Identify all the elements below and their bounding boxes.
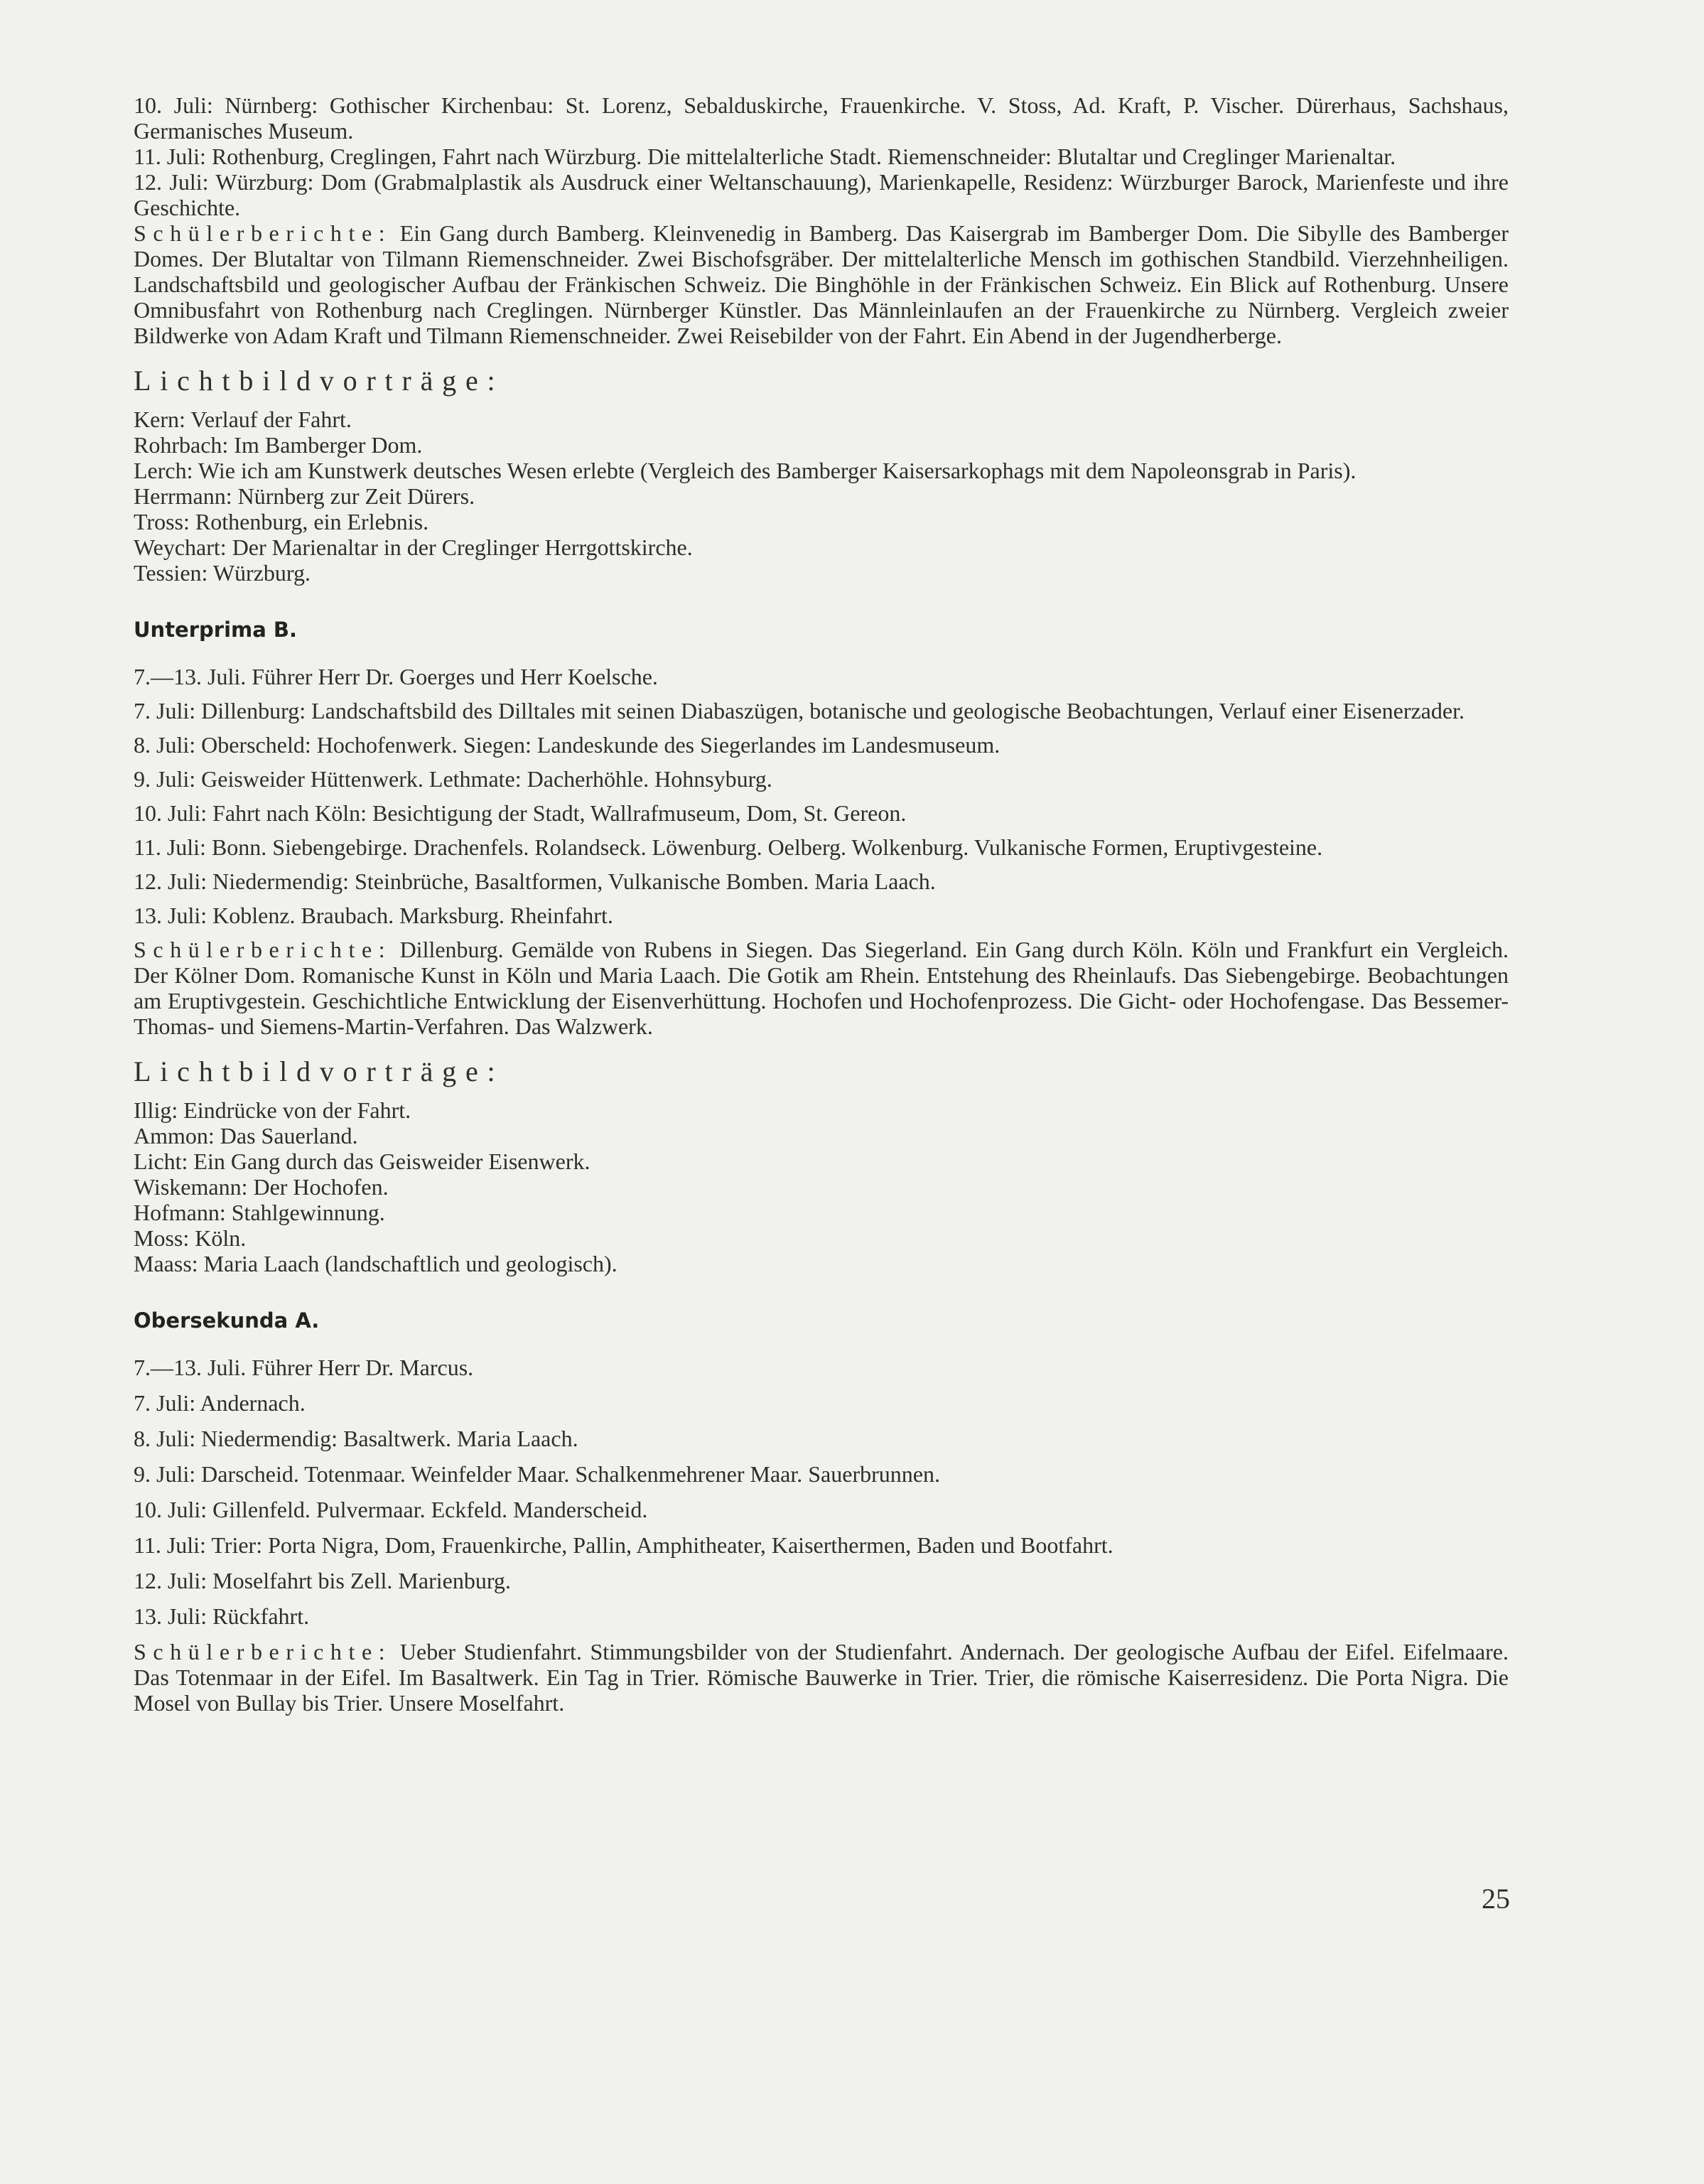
section-heading: Obersekunda A.: [134, 1308, 320, 1333]
student-reports-text: Ein Gang durch Bamberg. Kleinvenedig in Bamberg. Das Kaisergrab im Bamberger Dom. Die Sibylle des Bamberger Domes. Der Blutaltar von Tilmann Riemenschneider. Zwei Bischofsgräber. Der mittelalterliche Mensch im gothischen Standbild. Vierzehnheiligen. Landschaftsbild und geologischer Aufbau der Fränkischen Schweiz. Die Binghöhle in der Fränkischen Schweiz. Ein Blick auf Rothenburg. Unsere Omnibusfahrt von Rothenburg nach Creglingen. Nürnberger Künstler. Das Männleinlaufen an der Frauenkirche zu Nürnberg. Vergleich zweier Bildwerke von Adam Kraft und Tilmann Riemenschneider. Zwei Reisebilder von der Fahrt. Ein Abend in der Jugendherberge.: [134, 220, 1509, 348]
student-reports-text: Ueber Studienfahrt. Stimmungsbilder von der Studienfahrt. Andernach. Der geologische Aufbau der Eifel. Eifelmaare. Das Totenmaar in der Eifel. Im Basaltwerk. Ein Tag in Trier. Römische Bauwerke in Trier. Trier, die römische Kaiserresidenz. Die Porta Nigra. Die Mosel von Bullay bis Trier. Unsere Moselfahrt.: [134, 1639, 1509, 1716]
lecture-item: Ammon: Das Sauerland.: [134, 1123, 358, 1149]
student-reports-label: Schülerberichte:: [134, 1639, 392, 1664]
entry-paragraph: 11. Juli: Rothenburg, Creglingen, Fahrt nach Würzburg. Die mittelalterliche Stadt. Riemenschneider: Blutaltar und Creglinger Marienaltar.: [134, 144, 1396, 169]
page-content: [134, 92, 1509, 1726]
lecture-item: Wiskemann: Der Hochofen.: [134, 1174, 389, 1200]
student-reports-paragraph: [134, 220, 1509, 348]
lecture-item: Herrmann: Nürnberg zur Zeit Dürers.: [134, 483, 475, 509]
lecture-item: Rohrbach: Im Bamberger Dom.: [134, 432, 423, 458]
lecture-item: Moss: Köln.: [134, 1225, 247, 1251]
lectures-heading: Lichtbildvorträge:: [134, 1055, 505, 1087]
entry-paragraph: 12. Juli: Würzburg: Dom (Grabmalplastik als Ausdruck einer Weltanschauung), Marienkapelle, Residenz: Würzburger Barock, Marienfeste und ihre Geschichte.: [134, 169, 1509, 220]
section-1-entries: [134, 92, 1509, 348]
entry-paragraph: 10. Juli: Fahrt nach Köln: Besichtigung der Stadt, Wallrafmuseum, Dom, St. Gereon.: [134, 800, 907, 826]
student-reports-label: Schülerberichte:: [134, 220, 392, 246]
entry-paragraph: 11. Juli: Trier: Porta Nigra, Dom, Frauenkirche, Pallin, Amphitheater, Kaiserthermen, Baden und Bootfahrt.: [134, 1532, 1113, 1558]
entry-paragraph: 7. Juli: Dillenburg: Landschaftsbild des Dilltales mit seinen Diabaszügen, botanische und geologische Beobachtungen, Verlauf einer Eisenerzader.: [134, 698, 1465, 723]
lecture-item: Tross: Rothenburg, ein Erlebnis.: [134, 509, 429, 534]
entry-paragraph: 9. Juli: Darscheid. Totenmaar. Weinfelder Maar. Schalkenmehrener Maar. Sauerbrunnen.: [134, 1461, 940, 1487]
lecture-item: Illig: Eindrücke von der Fahrt.: [134, 1097, 411, 1123]
lecture-item: Tessien: Würzburg.: [134, 560, 311, 586]
lecture-item: Lerch: Wie ich am Kunstwerk deutsches Wesen erlebte (Vergleich des Bamberger Kaisersarkophags mit dem Napoleonsgrab in Paris).: [134, 458, 1357, 483]
entry-paragraph: 8. Juli: Niedermendig: Basaltwerk. Maria Laach.: [134, 1426, 578, 1451]
lecture-item: Licht: Ein Gang durch das Geisweider Eisenwerk.: [134, 1149, 591, 1174]
student-reports-label: Schülerberichte:: [134, 937, 392, 962]
entry-paragraph: 12. Juli: Moselfahrt bis Zell. Marienburg.: [134, 1568, 511, 1593]
entry-paragraph: 9. Juli: Geisweider Hüttenwerk. Lethmate: Dacherhöhle. Hohnsyburg.: [134, 766, 772, 792]
student-reports-text: Dillenburg. Gemälde von Rubens in Siegen. Das Siegerland. Ein Gang durch Köln. Köln und Frankfurt ein Vergleich. Der Kölner Dom. Romanische Kunst in Köln und Maria Laach. Die Gotik am Rhein. Entstehung des Rheinlaufs. Das Siebengebirge. Beobachtungen am Eruptivgestein. Geschichtliche Entwicklung der Eisenverhüttung. Hochofen und Hochofenprozess. Die Gicht- oder Hochofengase. Das Bessemer-Thomas- und Siemens-Martin-Verfahren. Das Walzwerk.: [134, 937, 1509, 1039]
page-number: 25: [1482, 1883, 1510, 1915]
lectures-list: [134, 407, 1509, 586]
entry-paragraph: 7.—13. Juli. Führer Herr Dr. Marcus.: [134, 1355, 474, 1380]
section-3-entries: [134, 1355, 1509, 1716]
entry-paragraph: 13. Juli: Rückfahrt.: [134, 1603, 310, 1629]
student-reports-paragraph: [134, 1639, 1509, 1716]
lectures-heading: Lichtbildvorträge:: [134, 365, 505, 397]
lecture-item: Hofmann: Stahlgewinnung.: [134, 1200, 385, 1225]
section-heading: Unterprima B.: [134, 618, 298, 642]
lecture-item: Maass: Maria Laach (landschaftlich und geologisch).: [134, 1251, 618, 1276]
entry-paragraph: 10. Juli: Gillenfeld. Pulvermaar. Eckfeld. Manderscheid.: [134, 1497, 648, 1522]
entry-paragraph: 7.—13. Juli. Führer Herr Dr. Goerges und Herr Koelsche.: [134, 664, 658, 689]
entry-paragraph: 13. Juli: Koblenz. Braubach. Marksburg. Rheinfahrt.: [134, 903, 613, 928]
entry-paragraph: 11. Juli: Bonn. Siebengebirge. Drachenfels. Rolandseck. Löwenburg. Oelberg. Wolkenburg. Vulkanische Formen, Eruptivgesteine.: [134, 834, 1323, 860]
student-reports-paragraph: [134, 937, 1509, 1039]
lecture-item: Kern: Verlauf der Fahrt.: [134, 407, 352, 432]
lectures-list: [134, 1097, 1509, 1276]
entry-paragraph: 8. Juli: Oberscheld: Hochofenwerk. Siegen: Landeskunde des Siegerlandes im Landesmuseum.: [134, 732, 1001, 758]
entry-paragraph: 7. Juli: Andernach.: [134, 1390, 306, 1416]
section-2-entries: [134, 664, 1509, 1039]
entry-paragraph: 10. Juli: Nürnberg: Gothischer Kirchenbau: St. Lorenz, Sebalduskirche, Frauenkirche. V. Stoss, Ad. Kraft, P. Vischer. Dürerhaus, Sachshaus, Germanisches Museum.: [134, 92, 1509, 144]
entry-paragraph: 12. Juli: Niedermendig: Steinbrüche, Basaltformen, Vulkanische Bomben. Maria Laach.: [134, 868, 936, 894]
lecture-item: Weychart: Der Marienaltar in der Creglinger Herrgottskirche.: [134, 534, 693, 560]
